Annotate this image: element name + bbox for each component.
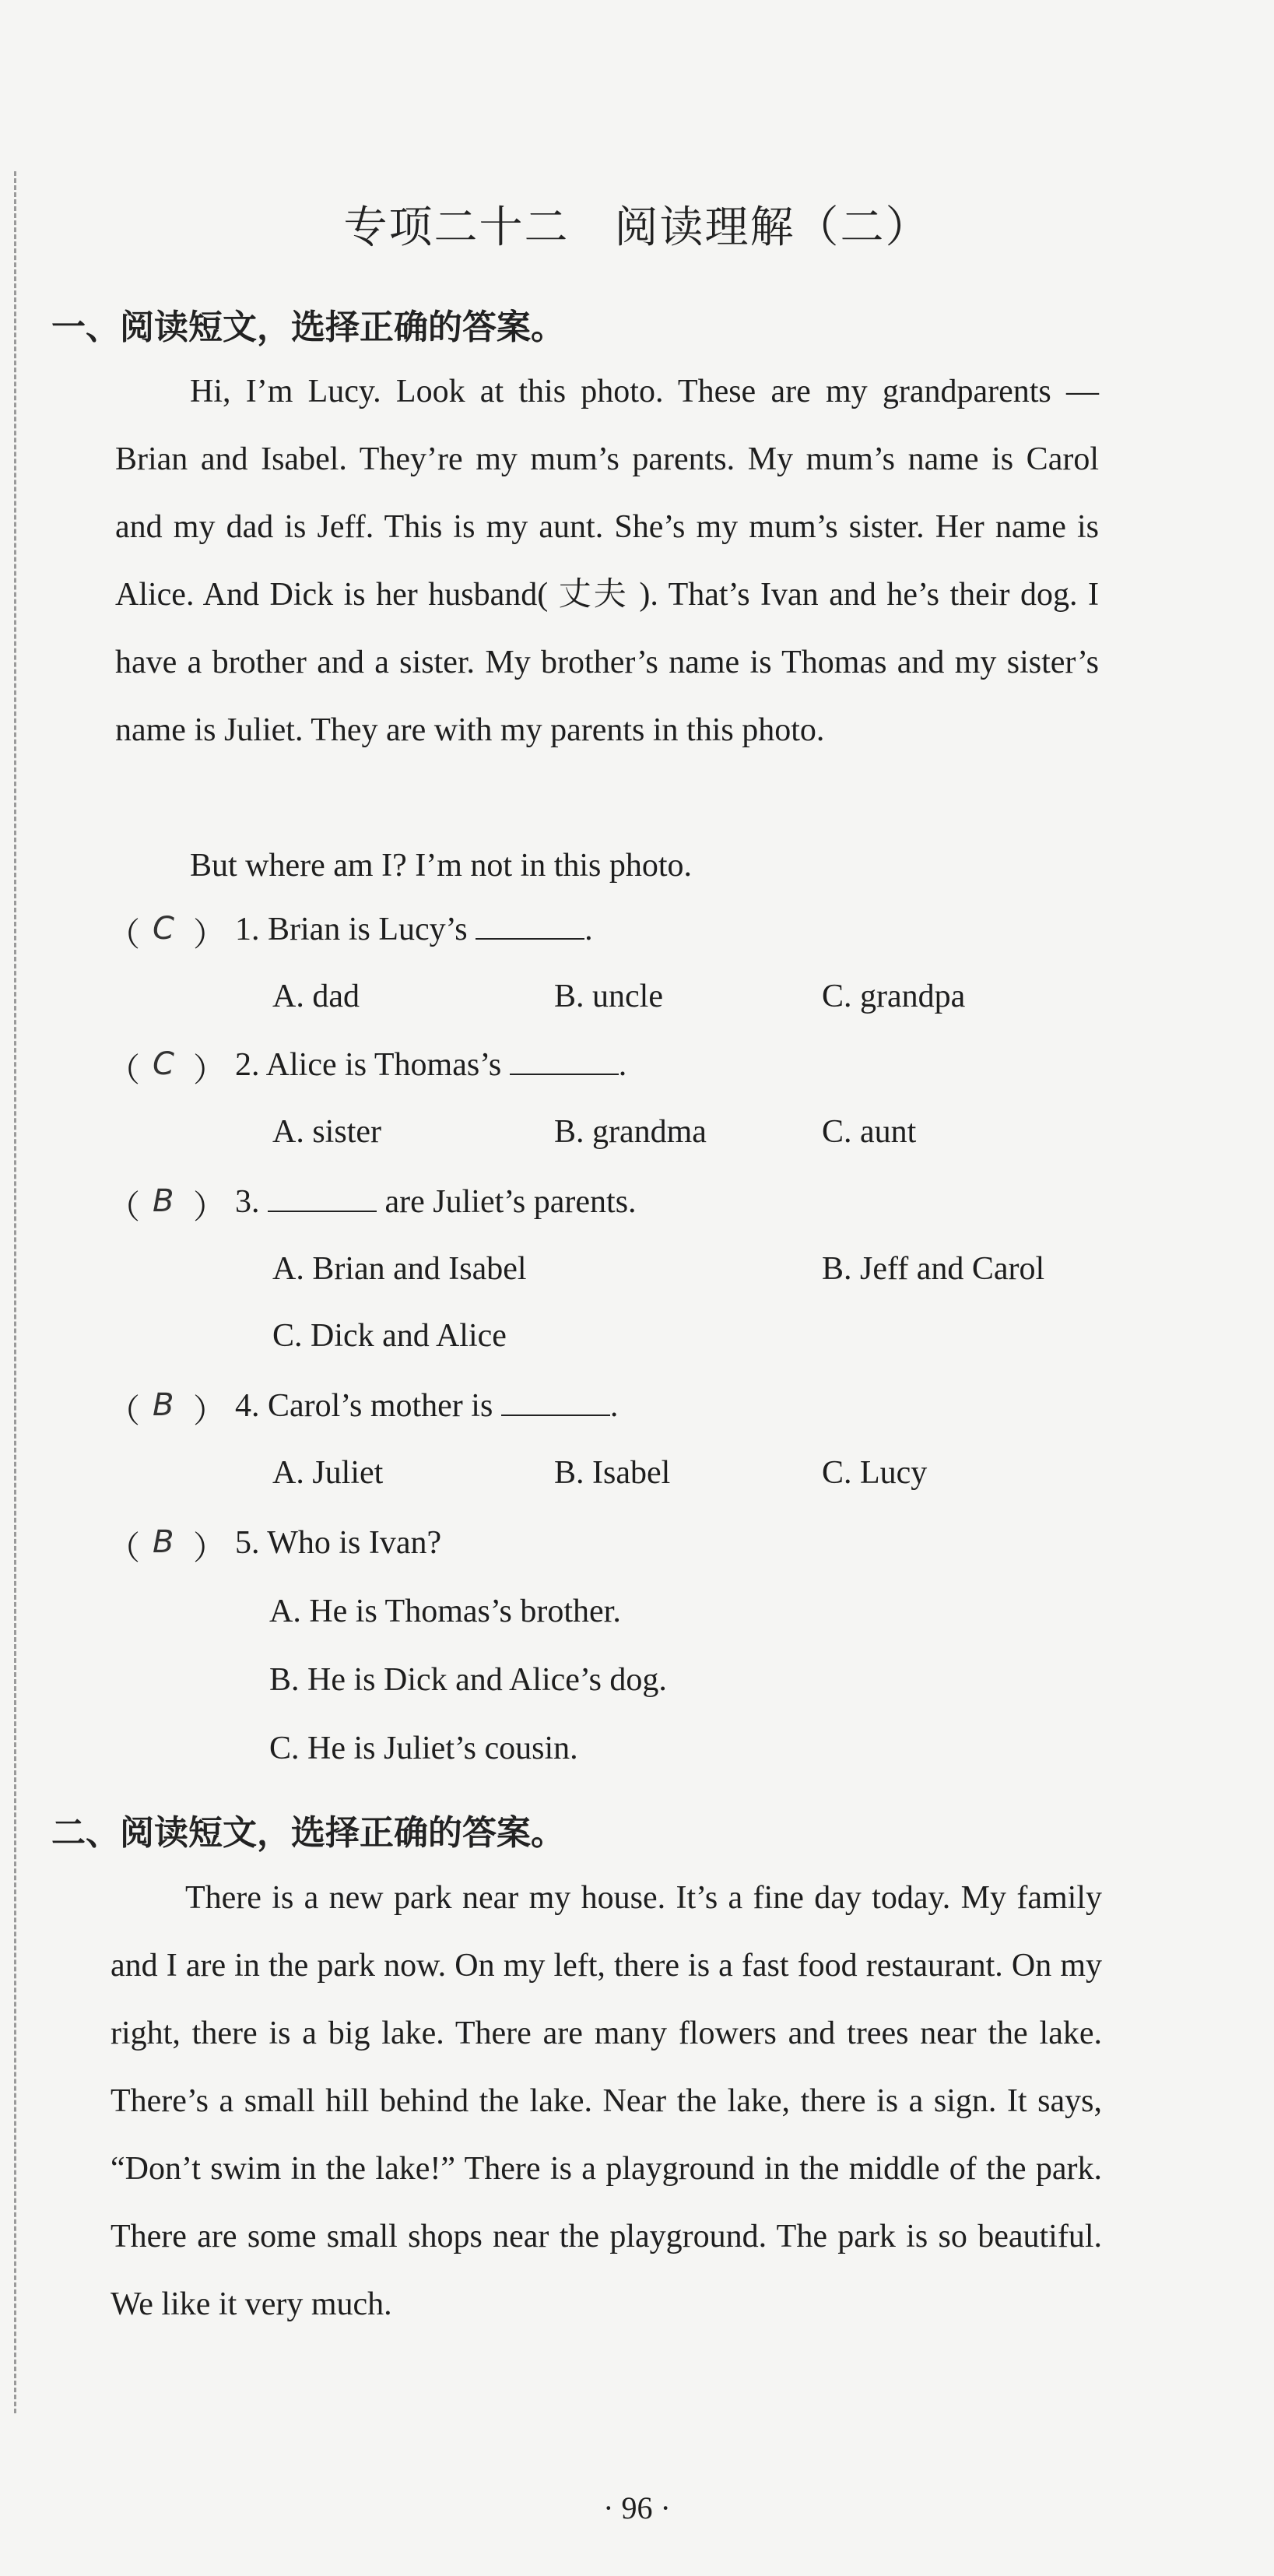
question-stem: 3. are Juliet’s parents. <box>235 1184 637 1220</box>
section-1-passage: Hi, I’m Lucy. Look at this photo. These are my grandparents — Brian and Isabel. They’re my mum’s parents. My mum’s name is Carol and my dad is Jeff. This is my aunt. She’s my mum’s sister. Her name is Alice. And Dick is her husband( 丈夫 ). That’s Ivan and he’s their dog. I have a brother and a sister. My brother’s name is Thomas and my sister’s name is Juliet. They are with my parents in this photo. <box>115 374 1099 748</box>
option-b: B. He is Dick and Alice’s dog. <box>269 1662 667 1698</box>
answer-paren-open: （ <box>107 1190 141 1226</box>
option-a: A. He is Thomas’s brother. <box>269 1594 621 1629</box>
option-a: A. Brian and Isabel <box>272 1251 527 1287</box>
option-a: A. Juliet <box>272 1455 384 1491</box>
question-stem: 2. Alice is Thomas’s . <box>235 1047 627 1083</box>
question-stem: 4. Carol’s mother is . <box>235 1388 619 1424</box>
question-stem: 5. Who is Ivan? <box>235 1525 442 1561</box>
page-title: 专项二十二 阅读理解（二） <box>343 202 931 253</box>
option-a: A. dad <box>272 979 360 1014</box>
option-c: C. Lucy <box>822 1455 928 1491</box>
answer-paren-close: ） <box>193 1053 226 1089</box>
answer-paren-close: ） <box>193 1531 226 1567</box>
option-b: B. grandma <box>554 1114 707 1150</box>
option-a: A. sister <box>272 1114 381 1150</box>
answer-mark: C <box>153 1046 174 1082</box>
answer-mark: B <box>153 1524 174 1560</box>
answer-paren-open: （ <box>107 1053 141 1089</box>
section-1-passage-2: But where am I? I’m not in this photo. <box>190 848 693 884</box>
answer-paren-open: （ <box>107 1531 141 1567</box>
answer-mark: B <box>153 1387 174 1423</box>
option-c: C. aunt <box>822 1114 917 1150</box>
option-c: C. grandpa <box>822 979 966 1014</box>
answer-blank <box>501 1388 610 1416</box>
answer-paren-close: ） <box>193 1190 226 1226</box>
option-b: B. Isabel <box>554 1455 671 1491</box>
question-stem: 1. Brian is Lucy’s . <box>235 912 593 947</box>
answer-blank <box>476 912 584 940</box>
answer-paren-close: ） <box>193 1394 226 1430</box>
answer-mark: B <box>153 1183 174 1219</box>
section-2-heading: 二、阅读短文，选择正确的答案。 <box>51 1813 565 1853</box>
answer-paren-open: （ <box>107 1394 141 1430</box>
answer-mark: C <box>153 911 174 947</box>
answer-paren-close: ） <box>193 918 226 954</box>
option-b: B. uncle <box>554 979 663 1014</box>
answer-paren-open: （ <box>107 918 141 954</box>
option-c: C. Dick and Alice <box>272 1318 507 1354</box>
option-b: B. Jeff and Carol <box>822 1251 1045 1287</box>
answer-blank <box>268 1184 377 1212</box>
binding-dashed-line <box>14 171 16 2413</box>
page-number: · 96 · <box>603 2490 671 2525</box>
answer-blank <box>510 1047 619 1075</box>
section-1-heading: 一、阅读短文，选择正确的答案。 <box>51 308 565 347</box>
section-2-passage: There is a new park near my house. It’s a fine day today. My family and I are in the park now. On my left, there is a fast food restaurant. On my right, there is a big lake. There are many flowers and trees near the lake. There’s a small hill behind the lake. Near the lake, there is a sign. It says, “Don’t swim in the lake!” There is a playground in the middle of the park. There are some small shops near the playground. The park is so beautiful. We like it very much. <box>111 1880 1102 2322</box>
option-c: C. He is Juliet’s cousin. <box>269 1731 578 1766</box>
